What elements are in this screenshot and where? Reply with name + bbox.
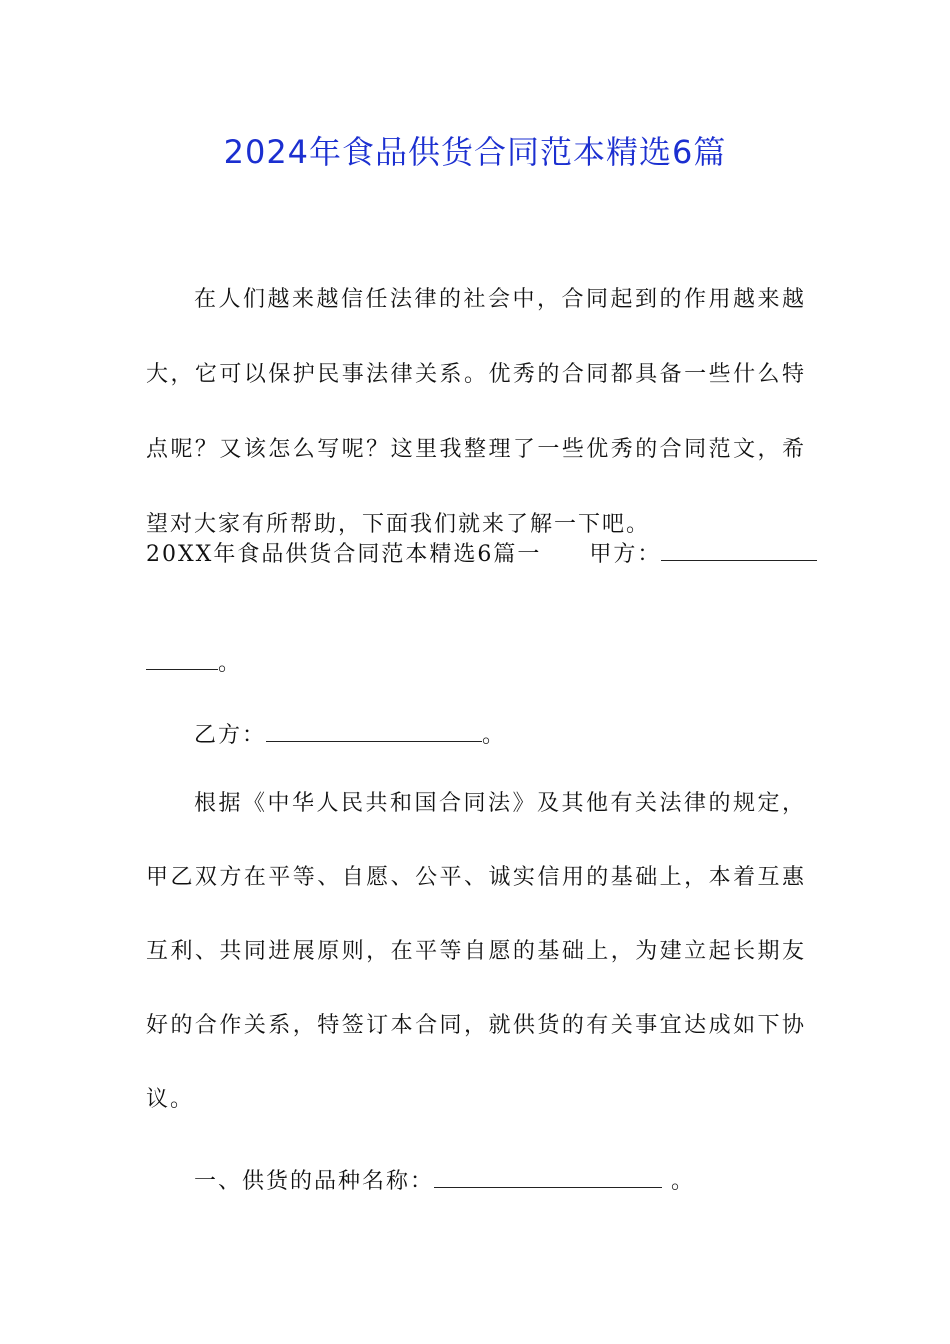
party-b-blank-line	[266, 723, 482, 742]
party-a-end: 。	[218, 651, 243, 676]
party-a-continuation-line	[146, 646, 242, 677]
intro-paragraph: 在人们越来越信任法律的社会中，合同起到的作用越来越大，它可以保护民事法律关系。优秀的合同都具备一些什么特点呢？又该怎么写呢？这里我整理了一些优秀的合同范文，希望对大家有所帮助，下面我们就来了解一下吧。	[146, 287, 806, 537]
party-a-label: 甲方：	[589, 542, 662, 567]
party-b-label: 乙方：	[194, 723, 267, 748]
basis-paragraph: 根据《中华人民共和国合同法》及其他有关法律的规定，甲乙双方在平等、自愿、公平、诚实信用的基础上，本着互惠互利、共同进展原则，在平等自愿的基础上，为建立起长期友好的合作关系，特签订本合同，就供货的有关事宜达成如下协议。	[146, 791, 806, 1112]
clause-1-blank-line	[434, 1169, 662, 1188]
party-a-blank-line	[661, 542, 817, 561]
clause-1-label: 一、供货的品种名称：	[194, 1169, 435, 1194]
clause-1-end: 。	[662, 1169, 696, 1194]
clause-1-line	[194, 1164, 695, 1195]
party-a-blank-line-continued	[146, 651, 218, 670]
party-b-line	[194, 718, 506, 749]
document-title: 2024年食品供货合同范本精选6篇	[223, 133, 727, 171]
section-heading-line	[146, 537, 817, 568]
party-b-end: 。	[482, 723, 507, 748]
section-heading: 20XX年食品供货合同范本精选6篇一	[146, 542, 542, 567]
